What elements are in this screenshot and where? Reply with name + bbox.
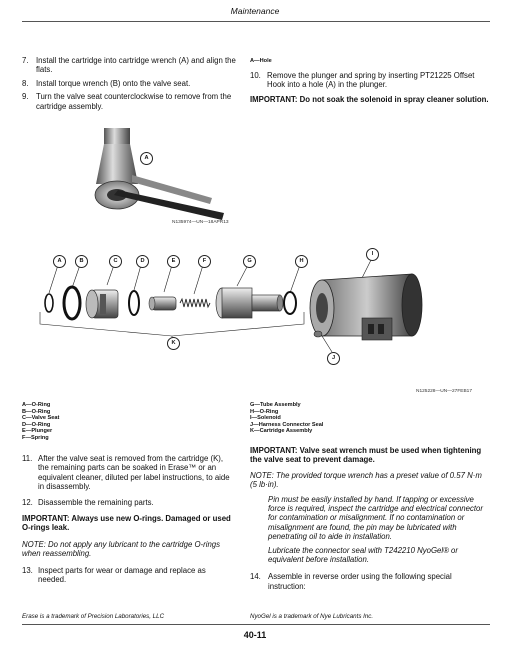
callout-g: G bbox=[243, 255, 256, 268]
step-number: 10. bbox=[250, 70, 261, 80]
step-12 bbox=[22, 498, 236, 507]
legend-item: C—Valve Seat bbox=[22, 415, 60, 422]
footer-rule bbox=[22, 624, 490, 625]
step-11 bbox=[22, 454, 236, 492]
steps-7-9 bbox=[22, 56, 238, 111]
legend-item: A—O-Ring bbox=[22, 402, 51, 408]
step-text: Remove the plunger and spring by inserting PT21225 Offset Hook into a hole (A) in the plunger. bbox=[267, 70, 475, 89]
legend-right bbox=[250, 402, 490, 435]
legend-left bbox=[22, 402, 222, 442]
legend-item: B—O-Ring bbox=[22, 408, 51, 415]
legend-item: I—Solenoid bbox=[250, 415, 281, 422]
legend-item: J—Harness Connector Seal bbox=[250, 421, 324, 428]
step-10 bbox=[250, 71, 490, 90]
footer-trademark-left: Erase is a trademark of Precision Laboratories, LLC bbox=[22, 613, 165, 620]
legend-item: D—O-Ring bbox=[22, 421, 51, 428]
legend-item: F—Spring bbox=[22, 434, 49, 441]
figure-cartridge-wrench bbox=[92, 120, 242, 230]
callout-b: B bbox=[75, 255, 88, 268]
callout-i: I bbox=[366, 248, 379, 261]
callout-j: J bbox=[327, 352, 340, 365]
figure-caption: N135974—UN—18APR13 bbox=[172, 220, 229, 225]
step-text: Disassemble the remaining parts. bbox=[38, 497, 154, 507]
step-text: Inspect parts for wear or damage and replace as needed. bbox=[38, 565, 206, 585]
note-torque: NOTE: The provided torque wrench has a preset value of 0.57 N·m (5 lb·in). bbox=[250, 470, 482, 490]
step-14 bbox=[250, 572, 490, 591]
callout-f: F bbox=[198, 255, 211, 268]
legend-item: G—Tube Assembly bbox=[250, 402, 301, 408]
callout-e: E bbox=[167, 255, 180, 268]
step-number: 12. bbox=[22, 497, 33, 507]
important-orings: IMPORTANT: Always use new O-rings. Damaged or used O-rings leak. bbox=[22, 514, 231, 533]
lower-right-block bbox=[250, 446, 490, 591]
callout-d: D bbox=[136, 255, 149, 268]
callout-k: K bbox=[167, 337, 180, 350]
step-number: 7. bbox=[22, 56, 29, 65]
cartridge-wrench-illustration bbox=[92, 120, 242, 230]
legend-item: K—Cartridge Assembly bbox=[250, 428, 313, 435]
step-number: 8. bbox=[22, 78, 29, 88]
page-header-title: Maintenance bbox=[230, 6, 280, 16]
step-8 bbox=[22, 79, 238, 88]
step-text: Assemble in reverse order using the following special instruction: bbox=[268, 572, 452, 591]
important-solenoid: IMPORTANT: Do not soak the solenoid in spray cleaner solution. bbox=[250, 95, 489, 105]
step-number: 9. bbox=[22, 92, 29, 102]
note-pin: Pin must be easily installed by hand. If tapping or excessive force is required, inspect the cartridge and electrical connector for contamination or misalignment. If no contamination or misalignment are found, the pin may be lubricated with penetrating oil to aide in installation. bbox=[268, 494, 483, 542]
figure-exploded-view bbox=[22, 240, 492, 398]
lower-left-block bbox=[22, 454, 236, 584]
step-text: Turn the valve seat counterclockwise to remove from the cartridge assembly. bbox=[36, 92, 232, 111]
callout-c: C bbox=[109, 255, 122, 268]
note-lubricant: NOTE: Do not apply any lubricant to the cartridge O-rings when reassembling. bbox=[22, 539, 221, 559]
legend-item: E—Plunger bbox=[22, 428, 53, 435]
figure-caption: N125228—UN—27FEB17 bbox=[416, 389, 472, 394]
page-number: 40-11 bbox=[243, 630, 267, 640]
callout-h: H bbox=[295, 255, 308, 268]
important-valve-seat-wrench: IMPORTANT: Valve seat wrench must be used when tightening the valve seat to prevent damage. bbox=[250, 446, 482, 465]
note-lubricate-seal: Lubricate the connector seal with T242210 NyoGel® or equivalent before installation. bbox=[268, 545, 458, 565]
step-13 bbox=[22, 566, 236, 585]
step-number: 11. bbox=[22, 454, 33, 463]
step-text: Install the cartridge into cartridge wrench (A) and align the flats. bbox=[36, 56, 236, 75]
step-number: 13. bbox=[22, 565, 33, 575]
callout-a: A bbox=[53, 255, 66, 268]
legend-item: H—O-Ring bbox=[250, 408, 279, 415]
step-7 bbox=[22, 56, 238, 75]
footer-trademark-right: NyoGel is a trademark of Nye Lubricants Inc. bbox=[250, 613, 374, 620]
legend-hole: A—Hole bbox=[250, 58, 272, 64]
step-text: Install torque wrench (B) onto the valve seat. bbox=[36, 78, 191, 88]
right-top-block bbox=[250, 58, 490, 105]
header-rule bbox=[22, 21, 490, 22]
step-9 bbox=[22, 92, 238, 111]
step-number: 14. bbox=[250, 572, 261, 582]
callout-a: A bbox=[140, 152, 153, 165]
step-text: After the valve seat is removed from the cartridge (K), the remaining parts can be soaked in Erase™ or an equivalent cleaner, diluted per label instructions, to aide in disassembly. bbox=[38, 454, 230, 492]
exploded-view-illustration bbox=[22, 240, 492, 398]
